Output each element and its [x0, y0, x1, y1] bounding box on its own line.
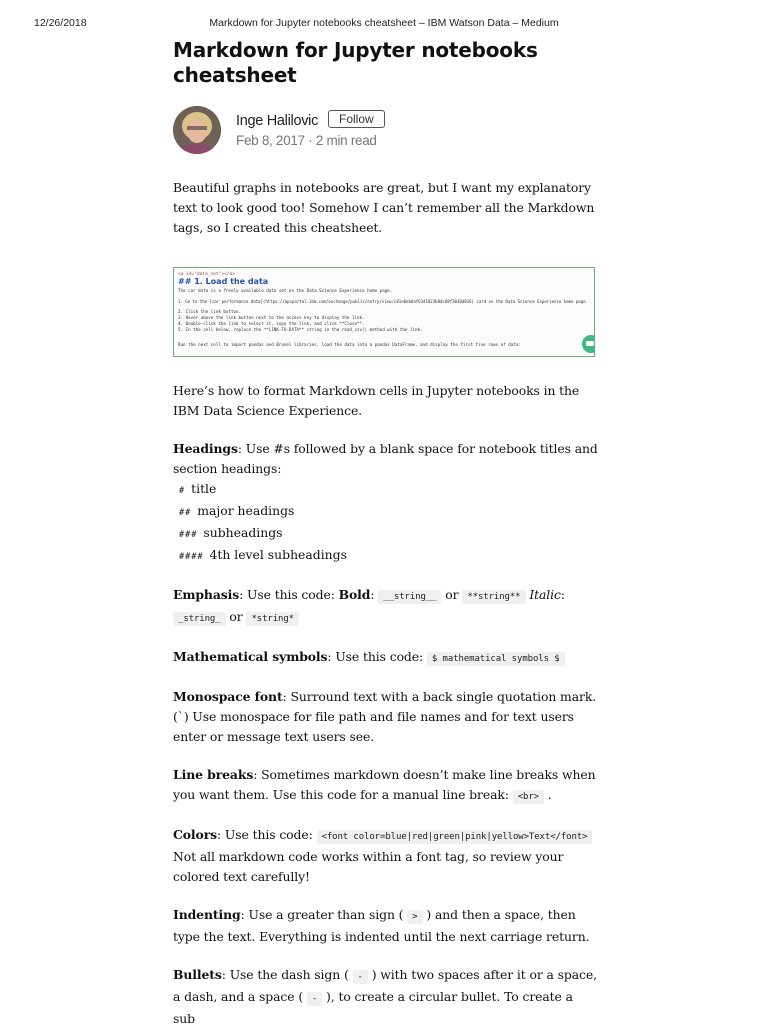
author-avatar[interactable] [173, 106, 221, 154]
list-item-text: major headings [197, 503, 295, 518]
indenting-text-2: ) and then a space, then type the text. Everything is indented until the next carriage return. [173, 907, 590, 944]
print-header [0, 17, 768, 31]
bold-code-asterisk: **string** [462, 590, 525, 604]
author-name[interactable]: Inge Halilovic [236, 113, 319, 129]
print-date: 12/26/2018 [34, 17, 87, 29]
headings-text: : Use #s followed by a blank space for notebook titles and section headings: [173, 441, 598, 476]
monospace-text: : Surround text with a back single quotation mark. (`) Use monospace for file path and file names and for text users enter or message text users see. [173, 689, 597, 744]
headings-paragraph [173, 439, 598, 479]
fig-line3: 2. Click the link button. [178, 309, 242, 314]
headings-label: Headings [173, 441, 238, 456]
indenting-label: Indenting [173, 907, 241, 922]
heading-levels-list [173, 479, 598, 567]
bullets-label: Bullets [173, 967, 222, 982]
italic-label: Italic [529, 587, 561, 602]
bullets-text-3: ), to create a circular bullet. To create a sub [173, 989, 573, 1026]
fig-line2: 1. Go to the [car performance data](https://apsportal.ibm.com/exchange/public/entry/view/c81e0ebdaf6341823b8dc68f3038d826) card on the Data Science Experience home page. [178, 299, 588, 304]
post-meta: Feb 8, 2017 · 2 min read [236, 133, 377, 148]
br-code: <br> [513, 790, 544, 804]
list-item [179, 545, 598, 567]
list-item-text: subheadings [203, 525, 283, 540]
fig-line7: Run the next cell to import pandas and Brunel libraries, load the data into a pandas DataFrame, and display the first five rows of data: [178, 342, 521, 347]
list-item-text: 4th level subheadings [209, 547, 347, 562]
colon: : [560, 587, 565, 602]
period: . [543, 787, 552, 802]
print-title: Markdown for Jupyter notebooks cheatsheet – IBM Watson Data – Medium [209, 17, 559, 29]
hash-code: ## [179, 508, 192, 518]
indenting-text: : Use a greater than sign ( [240, 907, 408, 922]
gt-code: > [407, 910, 422, 924]
notebook-cell-image [173, 267, 595, 357]
how-to-paragraph: Here’s how to format Markdown cells in Jupyter notebooks in the IBM Data Science Experience. [173, 383, 580, 418]
line-breaks-paragraph [173, 765, 598, 807]
italic-code-asterisk: *string* [246, 612, 299, 626]
bullets-text: : Use the dash sign ( [221, 967, 353, 982]
hash-code: #### [179, 552, 204, 562]
bold-code-underscore: __string__ [378, 590, 441, 604]
fig-line5: 4. Double-click the link to select it, copy the link, and click **Close**. [178, 321, 365, 326]
byline [173, 106, 598, 158]
math-text: : Use this code: [327, 649, 427, 664]
dash-code-2: - [307, 992, 322, 1006]
line-breaks-text: : Sometimes markdown doesn’t make line breaks when you want them. Use this code for a manual line break: [173, 767, 596, 802]
article [173, 38, 598, 1029]
hash-code: # [179, 486, 186, 496]
notebook-screenshot [173, 267, 595, 357]
list-item [179, 523, 598, 545]
hash-code: ### [179, 530, 198, 540]
fig-line6: 5. In the cell below, replace the **LINK-TO-DATA** string in the read_csv() method with the link. [178, 327, 423, 332]
or-text: or [225, 609, 247, 624]
math-label: Mathematical symbols [173, 649, 328, 664]
italic-code-underscore: _string_ [173, 612, 226, 626]
follow-button[interactable]: Follow [328, 110, 385, 128]
emphasis-label: Emphasis [173, 587, 240, 602]
list-item [179, 479, 598, 501]
avatar-image [173, 106, 221, 154]
emphasis-paragraph [173, 585, 598, 629]
bold-label: Bold [338, 587, 371, 602]
intro-paragraph: Beautiful graphs in notebooks are great, but I want my explanatory text to look good too! Somehow I can’t remember all the Markdown tags, so I created this cheatsheet. [173, 180, 595, 235]
colors-paragraph [173, 825, 598, 887]
fig-code-line: <a id="data_set"></a> [178, 272, 235, 277]
line-breaks-label: Line breaks [173, 767, 254, 782]
list-item [179, 501, 598, 523]
fig-line1: The car data is a freely available data set on the Data Science Experience home page. [178, 288, 393, 293]
colon: : [370, 587, 379, 602]
bullets-paragraph [173, 965, 598, 1029]
list-item-text: title [191, 481, 217, 496]
badge-glyph-icon [586, 341, 594, 346]
fig-line4: 3. Hover above the link button next to the access key to display the link. [178, 315, 365, 320]
monospace-paragraph [173, 687, 598, 747]
article-title: Markdown for Jupyter notebooks cheatsheet [173, 38, 538, 87]
fig-heading: ## 1. Load the data [178, 277, 269, 286]
font-color-code: <font color=blue|red|green|pink|yellow>Text</font> [317, 830, 593, 844]
dash-code: - [353, 970, 368, 984]
math-paragraph [173, 647, 598, 669]
math-code: $ mathematical symbols $ [427, 652, 565, 666]
colors-after-text: Not all markdown code works within a font tag, so review your colored text carefully! [173, 849, 564, 884]
monospace-label: Monospace font [173, 689, 283, 704]
bullets-text-2: ) with two spaces after it or a space, a dash, and a space ( [173, 967, 597, 1004]
or-text: or [441, 587, 463, 602]
colors-label: Colors [173, 827, 218, 842]
emphasis-text: : Use this code: [239, 587, 339, 602]
indenting-paragraph [173, 905, 598, 947]
colors-text: : Use this code: [217, 827, 317, 842]
